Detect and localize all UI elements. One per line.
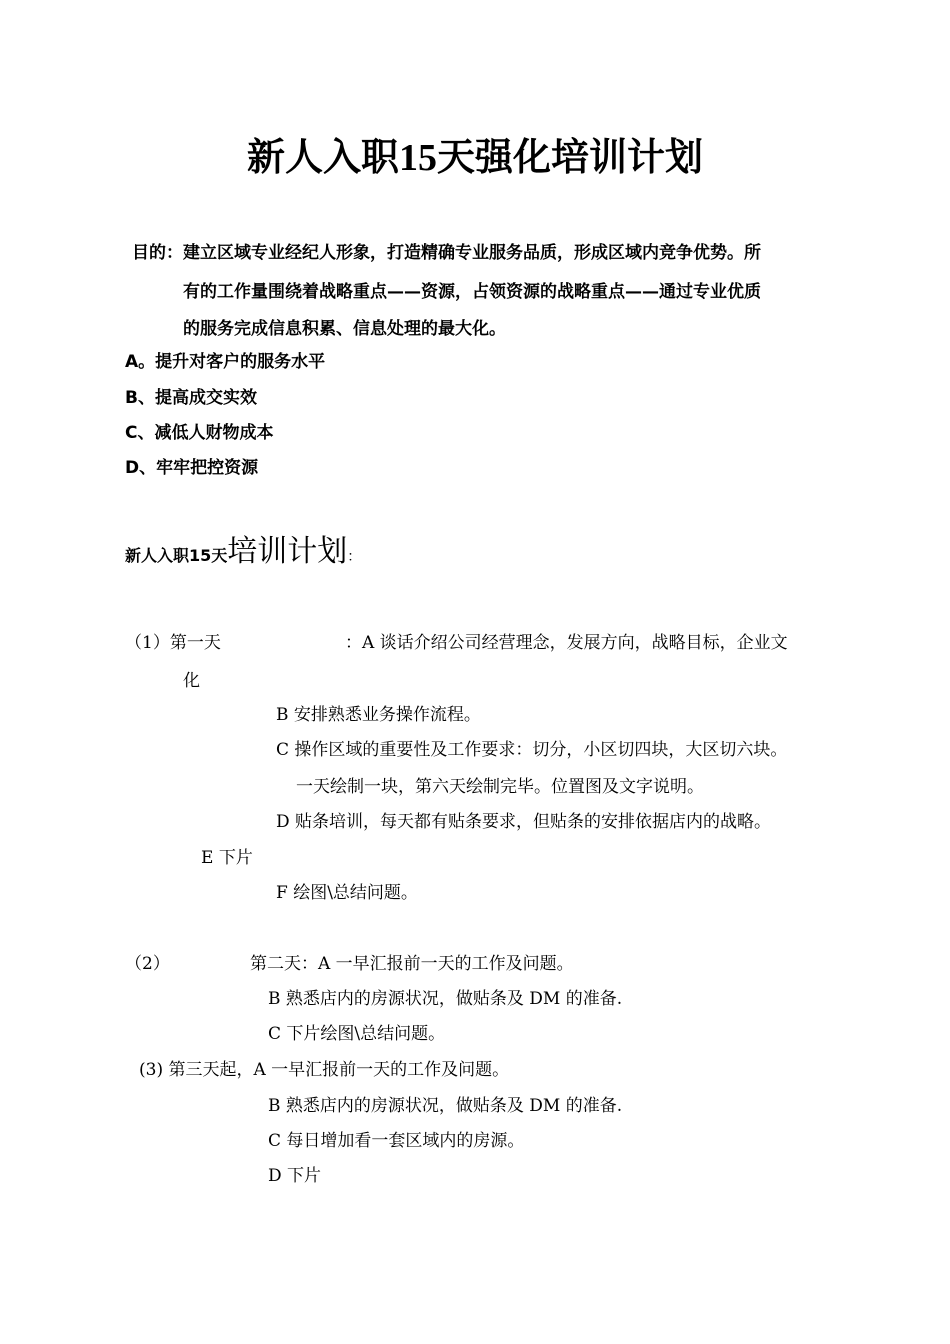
day2-item-b: B 熟悉店内的房源状况，做贴条及 DM 的准备. bbox=[268, 989, 623, 1009]
document-title: 新人入职15天强化培训计划 bbox=[246, 137, 703, 179]
day1-item-e: E 下片 bbox=[201, 848, 253, 868]
day1-item-c: C 操作区域的重要性及工作要求：切分，小区切四块，大区切六块。 bbox=[276, 740, 788, 760]
day2-label: （2） bbox=[125, 954, 170, 974]
purpose-line-2: 有的工作量围绕着战略重点——资源，占领资源的战略重点——通过专业优质 bbox=[183, 282, 761, 302]
day3-item-a: (3) 第三天起，A 一早汇报前一天的工作及问题。 bbox=[139, 1060, 510, 1080]
plan-heading-small: 新人入职15天 bbox=[125, 546, 228, 565]
day2-item-a: 第二天：A 一早汇报前一天的工作及问题。 bbox=[250, 954, 574, 974]
goal-c: C、减低人财物成本 bbox=[125, 423, 274, 443]
day1-item-a-cont: 化 bbox=[183, 671, 200, 691]
day3-item-c: C 每日增加看一套区域内的房源。 bbox=[268, 1131, 525, 1151]
purpose-line-1: 目的：建立区域专业经纪人形象，打造精确专业服务品质，形成区域内竞争优势。所 bbox=[132, 243, 761, 263]
day1-item-a: ：A 谈话介绍公司经营理念，发展方向，战略目标，企业文 bbox=[345, 633, 788, 653]
day2-item-c: C 下片绘图\总结问题。 bbox=[268, 1024, 446, 1044]
goal-b: B、提高成交实效 bbox=[125, 388, 257, 408]
day1-label: （1）第一天 bbox=[125, 633, 221, 653]
goal-a: A。提升对客户的服务水平 bbox=[125, 352, 326, 372]
day1-item-f: F 绘图\总结问题。 bbox=[276, 883, 418, 903]
plan-heading-colon: ： bbox=[347, 549, 362, 565]
day3-item-b: B 熟悉店内的房源状况，做贴条及 DM 的准备. bbox=[268, 1096, 623, 1116]
goal-d: D、牢牢把控资源 bbox=[125, 458, 259, 478]
purpose-line-3: 的服务完成信息积累、信息处理的最大化。 bbox=[183, 319, 506, 339]
day1-item-c-cont: 一天绘制一块，第六天绘制完毕。位置图及文字说明。 bbox=[296, 777, 704, 797]
day1-item-d: D 贴条培训，每天都有贴条要求，但贴条的安排依据店内的战略。 bbox=[276, 812, 772, 832]
day1-item-b: B 安排熟悉业务操作流程。 bbox=[276, 705, 481, 725]
day3-item-d: D 下片 bbox=[268, 1166, 322, 1186]
plan-heading-big: 培训计划 bbox=[227, 534, 348, 569]
plan-heading bbox=[125, 530, 361, 579]
